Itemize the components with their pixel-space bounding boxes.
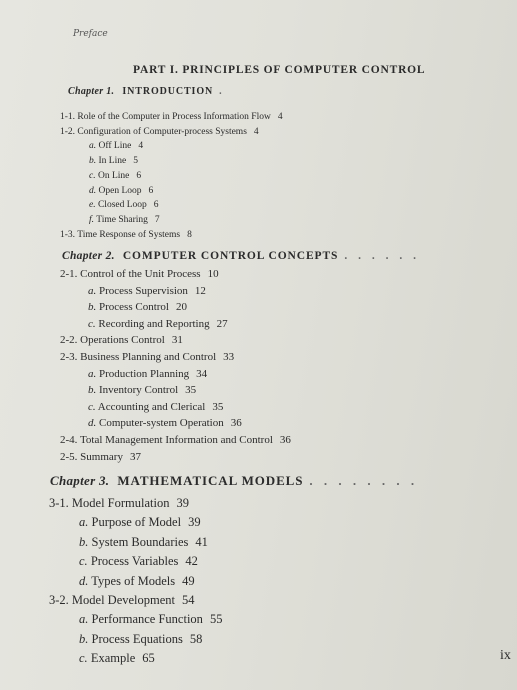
entry-page-number: 8: [187, 229, 192, 240]
entry-number: a.: [79, 612, 89, 627]
entry-title: Inventory Control: [99, 384, 179, 397]
entry-page-number: 6: [153, 200, 159, 211]
entry-page-number: 49: [182, 573, 195, 588]
entry-number: d.: [89, 185, 97, 196]
toc-section: [60, 434, 291, 446]
entry-title: On Line: [97, 170, 130, 181]
entry-title: Configuration of Computer-process Systems: [77, 126, 247, 137]
entry-number: d.: [79, 573, 89, 588]
entry-title: Control of the Unit Process: [80, 268, 201, 280]
entry-title: Recording and Reporting: [98, 317, 210, 330]
entry-number: 3-2.: [49, 593, 69, 607]
toc-subsection: [79, 651, 155, 666]
entry-number: d.: [88, 417, 97, 430]
entry-number: b.: [89, 156, 97, 167]
part-title: PART I. PRINCIPLES OF COMPUTER CONTROL: [133, 64, 426, 76]
entry-page-number: 39: [188, 515, 201, 530]
entry-page-number: 12: [194, 284, 206, 297]
toc-section: [60, 334, 183, 346]
toc-subsection: [79, 574, 195, 589]
entry-page-number: 27: [216, 317, 228, 330]
entry-number: a.: [79, 515, 89, 530]
entry-title: Process Control: [99, 301, 169, 314]
entry-number: c.: [88, 400, 96, 413]
toc-section: [49, 593, 195, 608]
entry-title: In Line: [98, 156, 127, 167]
entry-title: Process Variables: [90, 554, 179, 569]
entry-page-number: 65: [142, 651, 155, 666]
toc-subsection: [88, 384, 196, 396]
entry-page-number: 42: [185, 554, 198, 569]
toc-subsection: [89, 171, 141, 181]
toc-section: [60, 112, 283, 122]
entry-number: b.: [79, 534, 89, 549]
entry-page-number: 5: [133, 156, 138, 167]
entry-title: Total Management Information and Control: [79, 434, 273, 446]
entry-page-number: 58: [189, 631, 203, 646]
running-head: Preface: [73, 29, 108, 39]
entry-title: Accounting and Clerical: [97, 400, 206, 413]
chapter-label: Chapter 3.: [50, 473, 110, 488]
toc-subsection: [79, 612, 222, 627]
entry-title: Types of Models: [91, 573, 176, 588]
chapter-title: INTRODUCTION: [122, 86, 214, 97]
entry-page-number: 10: [207, 268, 219, 280]
toc-section: [60, 127, 259, 137]
entry-page-number: 35: [212, 400, 224, 413]
entry-number: 2-3.: [60, 351, 78, 363]
entry-page-number: 31: [171, 334, 183, 347]
chapter-heading: [68, 86, 226, 97]
entry-title: Time Sharing: [96, 214, 148, 225]
entry-title: Process Equations: [91, 631, 183, 646]
toc-subsection: [89, 186, 153, 196]
toc-subsection: [88, 401, 223, 413]
entry-title: Off Line: [98, 141, 132, 152]
toc-subsection: [89, 141, 143, 151]
toc-section: [60, 351, 234, 363]
toc-subsection: [89, 156, 138, 166]
entry-page-number: 6: [136, 170, 142, 181]
entry-title: Model Formulation: [71, 496, 170, 510]
entry-page-number: 4: [253, 126, 259, 137]
toc-subsection: [88, 285, 206, 297]
entry-number: 2-2.: [60, 334, 78, 347]
entry-number: b.: [79, 631, 89, 646]
entry-number: c.: [79, 554, 88, 569]
entry-title: Purpose of Model: [91, 515, 182, 530]
entry-title: Model Development: [71, 593, 176, 607]
entry-page-number: 6: [148, 185, 154, 196]
entry-page-number: 35: [185, 384, 197, 397]
entry-page-number: 54: [182, 593, 195, 607]
entry-page-number: 55: [209, 612, 223, 627]
toc-section: [49, 496, 189, 511]
entry-number: e.: [89, 200, 96, 211]
entry-number: 1-1.: [60, 112, 76, 122]
entry-page-number: 36: [279, 434, 291, 446]
entry-number: 1-3.: [60, 229, 76, 240]
toc-subsection: [89, 200, 159, 210]
entry-title: Example: [90, 651, 136, 666]
entry-number: c.: [79, 651, 88, 666]
entry-number: 2-5.: [60, 450, 78, 463]
entry-number: 1-2.: [60, 126, 76, 137]
leader-dots: .: [219, 86, 226, 97]
entry-page-number: 39: [176, 496, 189, 510]
toc-section: [60, 451, 141, 463]
leader-dots: . . . . . . . .: [309, 473, 419, 488]
toc-subsection: [79, 632, 202, 647]
entry-title: Process Supervision: [99, 284, 188, 297]
entry-number: a.: [88, 367, 97, 380]
entry-page-number: 34: [196, 367, 208, 380]
entry-title: Time Response of Systems: [77, 229, 181, 240]
entry-page-number: 7: [154, 214, 160, 225]
entry-number: a.: [88, 284, 97, 297]
entry-title: Summary: [80, 450, 123, 463]
toc-subsection: [88, 368, 207, 380]
toc-subsection: [79, 535, 208, 550]
entry-number: b.: [88, 384, 97, 397]
entry-title: Operations Control: [80, 334, 165, 347]
entry-number: a.: [89, 141, 97, 152]
entry-number: f.: [89, 214, 95, 225]
toc-subsection: [79, 554, 198, 569]
entry-page-number: 37: [129, 450, 141, 463]
entry-page-number: 33: [223, 351, 235, 363]
chapter-label: Chapter 2.: [62, 250, 115, 262]
entry-title: Open Loop: [98, 185, 142, 196]
entry-page-number: 20: [175, 301, 187, 314]
toc-section: [60, 268, 219, 280]
toc-subsection: [88, 301, 187, 313]
entry-number: c.: [89, 170, 96, 181]
toc-section: [60, 230, 192, 240]
entry-number: 2-1.: [60, 268, 78, 280]
chapter-heading: [62, 250, 420, 262]
toc-subsection: [79, 515, 201, 530]
leader-dots: . . . . . .: [344, 250, 420, 262]
entry-page-number: 36: [230, 417, 242, 430]
toc-subsection: [89, 215, 160, 225]
toc-subsection: [88, 417, 242, 429]
entry-title: Role of the Computer in Process Information Flow: [77, 112, 271, 122]
entry-title: Computer-system Operation: [99, 417, 224, 430]
entry-number: 2-4.: [60, 434, 78, 446]
entry-number: b.: [88, 301, 97, 314]
page-folio: ix: [500, 648, 511, 663]
entry-page-number: 4: [138, 141, 144, 152]
entry-page-number: 41: [195, 534, 208, 549]
entry-title: System Boundaries: [91, 534, 189, 549]
entry-number: c.: [88, 317, 96, 330]
toc-subsection: [88, 318, 228, 330]
entry-title: Production Planning: [99, 367, 190, 380]
chapter-label: Chapter 1.: [68, 86, 115, 97]
chapter-title: COMPUTER CONTROL CONCEPTS: [122, 250, 339, 262]
chapter-title: MATHEMATICAL MODELS: [117, 473, 304, 488]
entry-title: Closed Loop: [97, 200, 147, 211]
entry-title: Performance Function: [91, 612, 203, 627]
entry-number: 3-1.: [49, 496, 69, 510]
chapter-heading: [50, 473, 418, 489]
entry-page-number: 4: [277, 112, 283, 122]
entry-title: Business Planning and Control: [80, 351, 217, 363]
